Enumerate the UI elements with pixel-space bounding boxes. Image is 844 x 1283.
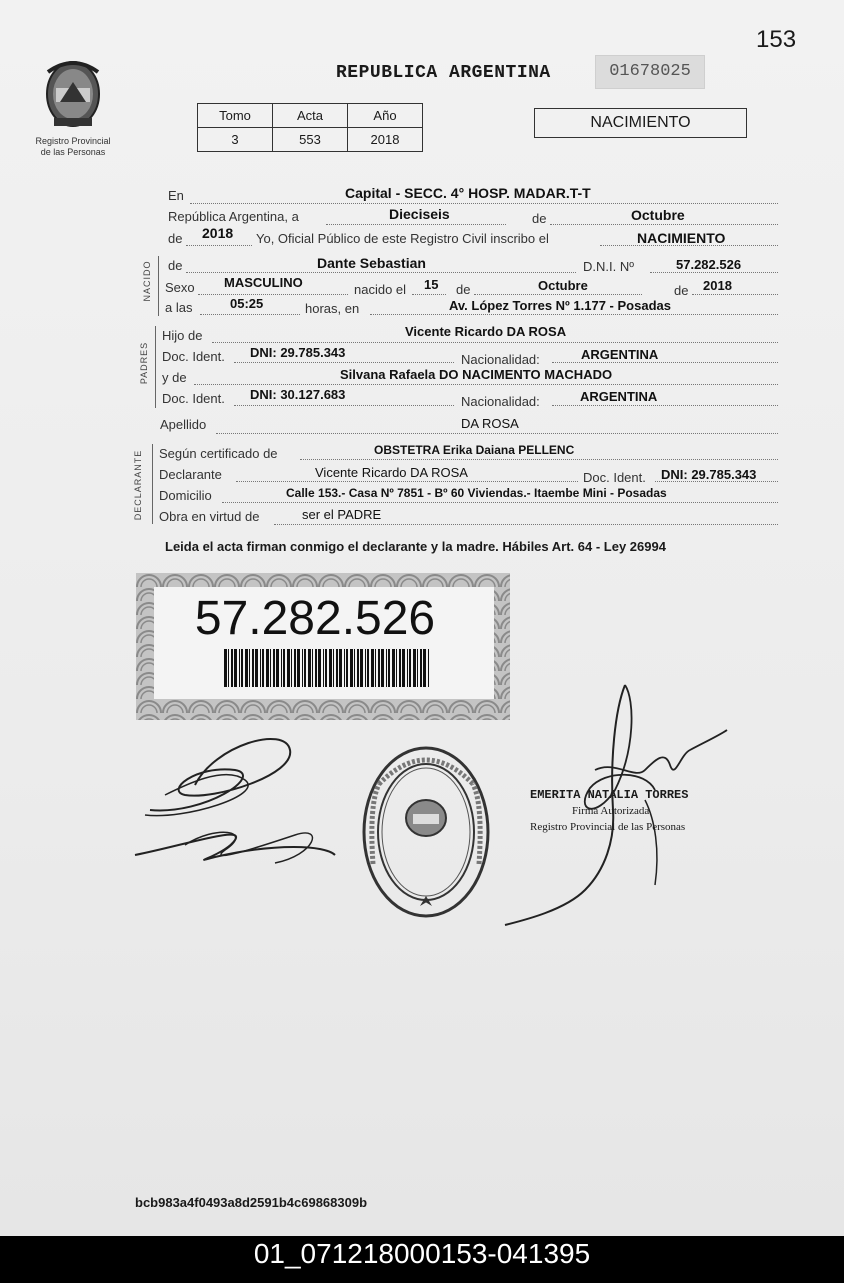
doc3-label: Doc. Ident.: [583, 470, 646, 485]
record-table: [197, 103, 423, 152]
document-hash: bcb983a4f0493a8d2591b4c69868309b: [135, 1195, 368, 1210]
dotted-line: [234, 405, 454, 406]
barcode-bar: [262, 649, 264, 687]
barcode-bar: [346, 649, 348, 687]
barcode-bar: [252, 649, 254, 687]
doc2-label: Doc. Ident.: [162, 391, 225, 406]
dotted-line: [194, 384, 778, 385]
dotted-line: [222, 502, 778, 503]
registry-name: [18, 136, 128, 158]
dotted-line: [190, 203, 778, 204]
value-acta: 553: [273, 128, 348, 152]
section-bracket: [155, 326, 156, 408]
header-tomo: Tomo: [198, 104, 273, 128]
birth-time: 05:25: [230, 296, 264, 311]
nacido-label: nacido el: [354, 282, 407, 297]
child-dni: 57.282.526: [676, 257, 742, 272]
declarante-value: Vicente Ricardo DA ROSA: [315, 465, 468, 480]
barcode-bar: [291, 649, 292, 687]
dotted-line: [550, 224, 778, 225]
barcode-bar: [392, 649, 395, 687]
record-type-box: NACIMIENTO: [534, 108, 747, 138]
nacionalidad-label: Nacionalidad:: [461, 352, 540, 367]
domicilio-value: Calle 153.- Casa Nº 7851 - Bº 60 Viviendas.- Itaembe Mini - Posadas: [286, 486, 667, 500]
barcode-bar: [409, 649, 411, 687]
dotted-line: [234, 362, 454, 363]
barcode-bar: [273, 649, 275, 687]
barcode-bar: [357, 649, 359, 687]
registry-line-2: de las Personas: [40, 147, 106, 157]
barcode-bar: [360, 649, 363, 687]
barcode-bar: [281, 649, 282, 687]
header-ano: Año: [348, 104, 423, 128]
barcode-bar: [365, 649, 366, 687]
dotted-line: [412, 294, 446, 295]
official-title: Firma Autorizada: [572, 805, 650, 817]
en-label: En: [168, 188, 184, 203]
header-acta: Acta: [273, 104, 348, 128]
de2-label: de: [168, 231, 183, 246]
footer-code: 01_071218000153-041395: [253, 1238, 591, 1269]
barcode-bar: [294, 649, 296, 687]
official-office: Registro Provincial de las Personas: [530, 821, 686, 833]
hijo-label: Hijo de: [162, 328, 203, 343]
page-number: 153: [756, 26, 797, 53]
barcode-bar: [336, 649, 338, 687]
dotted-line: [300, 459, 778, 460]
value-tomo: 3: [198, 128, 273, 152]
nacionalidad2-label: Nacionalidad:: [461, 394, 540, 409]
segun-label: Según certificado de: [159, 446, 278, 461]
alas-label: a las: [165, 300, 193, 315]
dotted-line: [198, 294, 348, 295]
barcode-bar: [325, 649, 327, 687]
barcode-bar: [245, 649, 248, 687]
value-ano: 2018: [348, 128, 423, 152]
barcode-bar: [241, 649, 243, 687]
apellido-value: DA ROSA: [461, 416, 519, 431]
father-name: Vicente Ricardo DA ROSA: [405, 324, 567, 339]
section-bracket: [158, 256, 159, 316]
barcode-bar: [283, 649, 285, 687]
month-value: Octubre: [631, 207, 685, 223]
serial-number: 01678025: [595, 55, 705, 89]
dotted-line: [326, 224, 506, 225]
barcode-bar: [344, 649, 345, 687]
dotted-line: [692, 294, 778, 295]
barcode-bar: [231, 649, 233, 687]
barcode-bar: [297, 649, 300, 687]
de3-label: de: [168, 258, 183, 273]
yde-label: y de: [162, 370, 187, 385]
barcode-bar: [413, 649, 416, 687]
record-table-header-row: [198, 104, 423, 128]
dotted-line: [216, 433, 778, 434]
barcode-bar: [260, 649, 261, 687]
country-heading: REPUBLICA ARGENTINA: [336, 63, 551, 83]
certificado-value: OBSTETRA Erika Daiana PELLENC: [374, 443, 575, 457]
birth-year: 2018: [703, 278, 732, 293]
barcode-bar: [304, 649, 306, 687]
section-declarante-label: DECLARANTE: [133, 449, 143, 521]
barcode-bar: [381, 649, 384, 687]
barcode-bar: [371, 649, 374, 687]
registry-line-1: Registro Provincial: [35, 136, 111, 146]
barcode: [224, 649, 434, 687]
de4-label: de: [456, 282, 471, 297]
barcode-bar: [323, 649, 324, 687]
mother-doc: DNI: 30.127.683: [250, 387, 346, 402]
barcode-bar: [234, 649, 237, 687]
barcode-bar: [266, 649, 269, 687]
republica-label: República Argentina, a: [168, 209, 299, 224]
barcode-bar: [378, 649, 380, 687]
sticker-dni-number: 57.282.526: [194, 592, 436, 645]
official-signature: [495, 670, 735, 930]
obra-value: ser el PADRE: [302, 507, 382, 522]
domicilio-label: Domicilio: [159, 488, 212, 503]
dotted-line: [552, 362, 778, 363]
sexo-value: MASCULINO: [224, 275, 303, 290]
barcode-bar: [224, 649, 227, 687]
barcode-bar: [396, 649, 397, 687]
obra-label: Obra en virtud de: [159, 509, 260, 524]
de-label: de: [532, 211, 547, 226]
barcode-bar: [339, 649, 342, 687]
record-table-value-row: [198, 128, 423, 152]
dotted-line: [186, 272, 576, 273]
barcode-bar: [276, 649, 279, 687]
barcode-bar: [402, 649, 405, 687]
barcode-bar: [270, 649, 271, 687]
barcode-bar: [388, 649, 390, 687]
official-stamp: [359, 744, 493, 924]
barcode-bar: [329, 649, 332, 687]
barcode-bar: [399, 649, 401, 687]
dni-sticker: [136, 573, 510, 720]
dotted-line: [274, 524, 778, 525]
dni-label: D.N.I. Nº: [583, 259, 634, 274]
dotted-line: [650, 272, 778, 273]
year-value: 2018: [202, 225, 234, 241]
birth-place: Av. López Torres Nº 1.177 - Posadas: [449, 298, 671, 313]
section-nacido-label: NACIDO: [142, 260, 152, 302]
inscribo-value: NACIMIENTO: [637, 230, 726, 246]
barcode-bar: [308, 649, 311, 687]
barcode-bar: [417, 649, 418, 687]
barcode-bar: [420, 649, 422, 687]
dotted-line: [474, 294, 642, 295]
barcode-bar: [255, 649, 258, 687]
official-name: EMERITA NATALIA TORRES: [530, 788, 689, 802]
day-value: Dieciseis: [389, 206, 450, 222]
dotted-line: [552, 405, 778, 406]
barcode-bar: [375, 649, 376, 687]
father-nationality: ARGENTINA: [581, 347, 659, 362]
yo-label: Yo, Oficial Público de este Registro Civil inscribo el: [256, 231, 549, 246]
barcode-bar: [386, 649, 387, 687]
declarant-signature: [125, 725, 345, 875]
barcode-bar: [354, 649, 355, 687]
child-name: Dante Sebastian: [317, 255, 426, 271]
birth-month: Octubre: [538, 278, 588, 293]
barcode-bar: [228, 649, 229, 687]
sexo-label: Sexo: [165, 280, 195, 295]
mother-name: Silvana Rafaela DO NACIMENTO MACHADO: [340, 367, 613, 382]
de5-label: de: [674, 283, 689, 298]
declarante-label: Declarante: [159, 467, 222, 482]
barcode-bar: [333, 649, 334, 687]
horas-label: horas, en: [305, 301, 360, 316]
birth-day: 15: [424, 277, 439, 292]
sticker-inner: [154, 587, 494, 699]
barcode-bar: [239, 649, 240, 687]
dotted-line: [212, 342, 778, 343]
dotted-line: [200, 314, 300, 315]
declarante-doc: DNI: 29.785.343: [661, 467, 757, 482]
place-of-record: Capital - SECC. 4° HOSP. MADAR.T-T: [345, 185, 591, 201]
barcode-bar: [318, 649, 321, 687]
coat-of-arms-logo: [38, 52, 108, 130]
barcode-bar: [302, 649, 303, 687]
dotted-line: [236, 481, 578, 482]
father-doc: DNI: 29.785.343: [250, 345, 346, 360]
barcode-bar: [423, 649, 426, 687]
barcode-bar: [312, 649, 313, 687]
barcode-bar: [367, 649, 369, 687]
mother-nationality: ARGENTINA: [580, 389, 658, 404]
apellido-label: Apellido: [160, 417, 207, 432]
barcode-bar: [350, 649, 353, 687]
section-padres-label: PADRES: [139, 341, 149, 385]
section-bracket: [152, 444, 153, 524]
dotted-line: [186, 245, 252, 246]
barcode-bar: [249, 649, 250, 687]
barcode-bar: [287, 649, 290, 687]
barcode-bar: [407, 649, 408, 687]
barcode-bar: [315, 649, 317, 687]
barcode-bar: [428, 649, 429, 687]
doc-label: Doc. Ident.: [162, 349, 225, 364]
closing-note: Leida el acta firman conmigo el declarante y la madre. Hábiles Art. 64 - Ley 26994: [165, 539, 666, 554]
dotted-line: [370, 314, 778, 315]
